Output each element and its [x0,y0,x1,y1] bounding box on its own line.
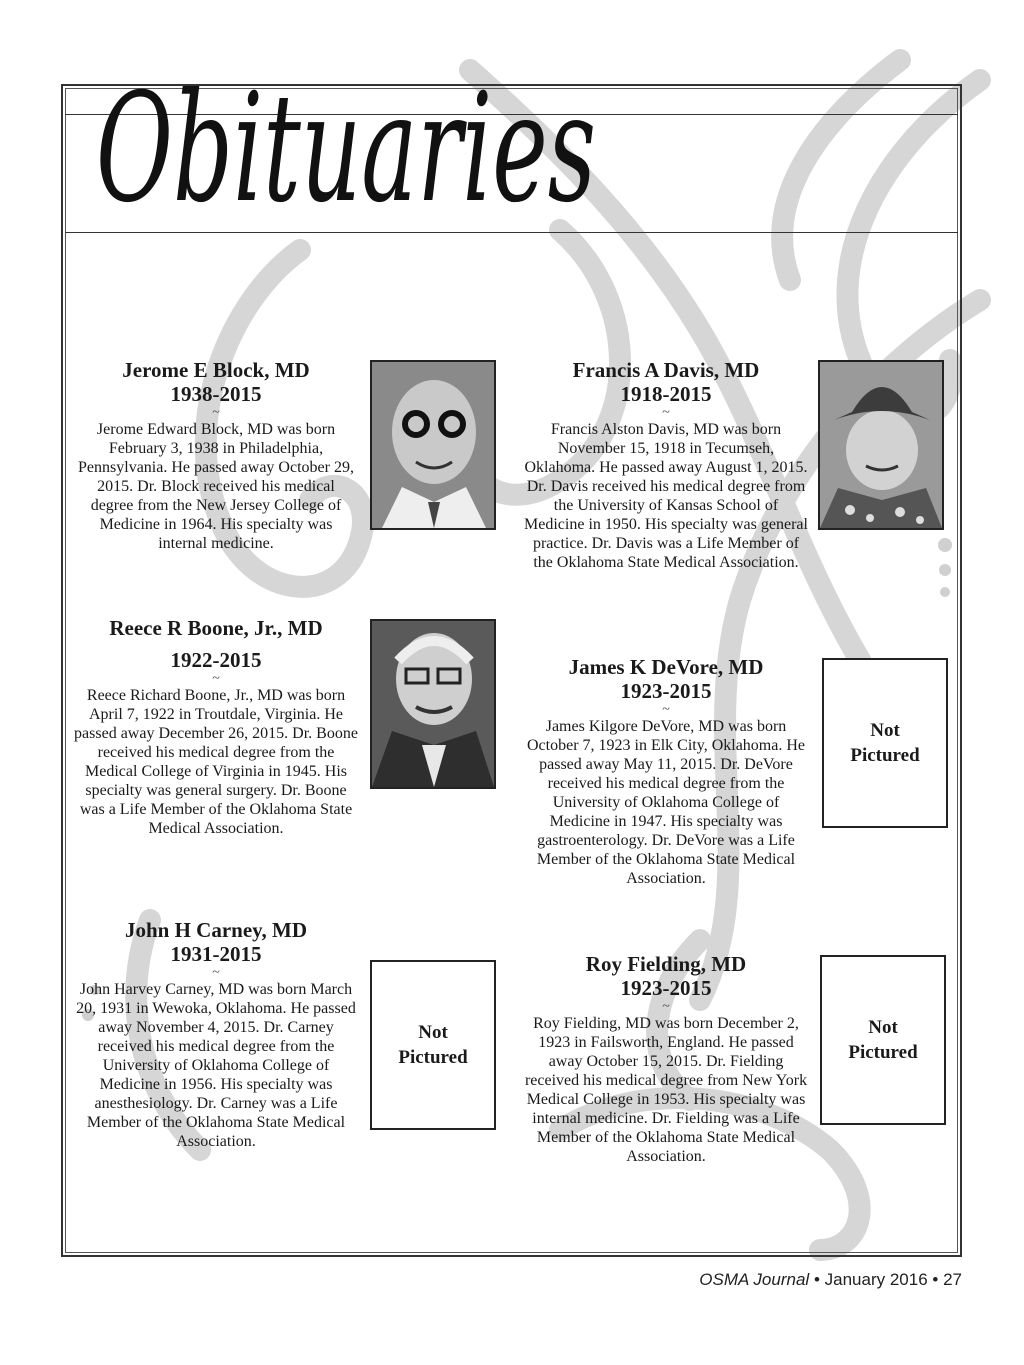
obituary-separator: ~ [662,999,670,1014]
obituary-years: 1931-2015 [170,942,262,966]
obituary-years: 1923-2015 [620,976,712,1000]
obituary-text: John Harvey Carney, MD was born March 20, 1931 in Wewoka, Oklahoma. He passed away November 4, 2015. Dr. Carney received his medical degree from the University of Oklahoma College of Medicine in 1956. His specialty was anesthesiology. Dr. Carney was a Life Member of the Oklahoma State Medical Association. [76,981,356,1150]
page-title-text: Obituaries [96,62,596,236]
portrait-photo [370,360,496,530]
not-pictured-placeholder [370,960,496,1130]
page-title [96,20,656,236]
footer-journal-name: OSMA Journal [699,1270,810,1289]
portrait-photo [370,619,496,789]
obituary-block [74,918,358,1151]
portrait-photo [818,360,944,530]
obituary-separator: ~ [662,405,670,420]
obituary-years: 1922-2015 [170,648,262,672]
portrait-photo-art [820,362,942,528]
obituary-name: Reece R Boone, Jr., MD [109,616,323,640]
obituary-name: Jerome E Block, MD [122,358,310,382]
footer-bullet: • [813,1270,820,1289]
obituary-years: 1923-2015 [620,679,712,703]
placeholder-text: Not [418,1022,448,1043]
obituary-text: Francis Alston Davis, MD was born November 15, 1918 in Tecumseh, Oklahoma. He passed away August 1, 2015. Dr. Davis received his medical degree from the University of Kansas School of Medicine in 1950. His specialty was general practice. Dr. Davis was a Life Member of the Oklahoma State Medical Association. [524,421,808,571]
obituary-separator: ~ [212,965,220,980]
portrait-photo-art [372,362,494,528]
portrait-photo-art [372,621,494,787]
placeholder-text: Not [870,720,900,741]
obituary-separator: ~ [212,405,220,420]
obituary-text: James Kilgore DeVore, MD was born October 7, 1923 in Elk City, Oklahoma. He passed away May 11, 2015. Dr. DeVore received his medical degree from the University of Oklahoma College of Medicine in 1947. His specialty was gastroenterology. Dr. DeVore was a Life Member of the Oklahoma State Medical Association. [526,718,806,887]
placeholder-text: Pictured [848,1042,918,1063]
placeholder-text: Pictured [850,745,920,766]
obituary-text: Jerome Edward Block, MD was born February 3, 1938 in Philadelphia, Pennsylvania. He passed away October 29, 2015. Dr. Block received his medical degree from the New Jersey College of Medicine in 1964. His specialty was internal medicine. [78,421,354,552]
page-footer [699,1270,962,1290]
obituary-years: 1938-2015 [170,382,262,406]
obituary-years: 1918-2015 [620,382,712,406]
obituary-name: James K DeVore, MD [568,655,764,679]
not-pictured-placeholder [822,658,948,828]
footer-page-number: 27 [943,1270,962,1289]
obituary-text: Roy Fielding, MD was born December 2, 1923 in Failsworth, England. He passed away October 15, 2015. Dr. Fielding received his medical degree from New York Medical College in 1953. His specialty was internal medicine. Dr. Fielding was a Life Member of the Oklahoma State Medical Association. [524,1015,808,1165]
placeholder-text: Pictured [398,1047,468,1068]
obituary-text: Reece Richard Boone, Jr., MD was born April 7, 1922 in Troutdale, Virginia. He passed away December 26, 2015. Dr. Boone received his medical degree from the Medical College of Virginia in 1945. His specialty was general surgery. Dr. Boone was a Life Member of the Oklahoma State Medical Association. [74,687,358,837]
footer-date: January 2016 [824,1270,928,1289]
footer-bullet: • [932,1270,939,1289]
obituary-block [524,952,808,1166]
placeholder-text: Not [868,1017,898,1038]
obituary-name: Francis A Davis, MD [572,358,760,382]
obituary-block [74,358,358,553]
obituary-block [74,616,358,838]
obituary-separator: ~ [212,671,220,686]
obituary-name: Roy Fielding, MD [585,952,747,976]
obituary-block [524,655,808,888]
obituary-name: John H Carney, MD [124,918,307,942]
not-pictured-placeholder [820,955,946,1125]
obituary-separator: ~ [662,702,670,717]
obituary-block [524,358,808,572]
